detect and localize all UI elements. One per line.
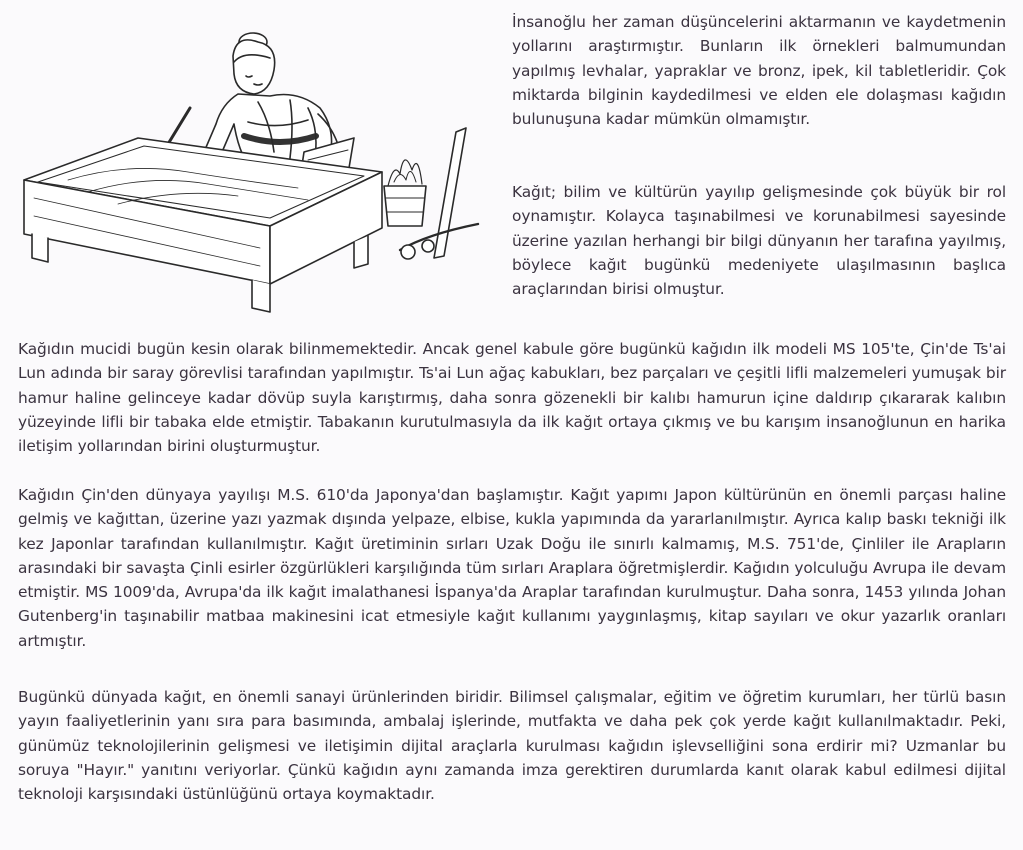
paper-today-paragraph: Bugünkü dünyada kağıt, en önemli sanayi ürünlerinden biridir. Bilimsel çalışmalar, eğitim ve öğretim kurumları, her türlü basın yayın faaliyetlerinin yanı sıra para basımında, ambalaj işlerinde, mutfakta ve daha pek çok yerde kağıt kullanılmaktadır. Peki, günümüz teknolojilerinin gelişmesi ve iletişimin dijital araçlarla kurulması kağıdın işlevselliğini sona erdirir mi? Uzmanlar bu soruya "Hayır." yanıtını veriyorlar. Çünkü kağıdın aynı zamanda imza gerektiren durumlarda kanıt olarak kabul edilmesi dijital teknoloji karşısındaki üstünlüğünü ortaya koymaktadır. [18, 688, 1006, 804]
papermaking-illustration [8, 12, 492, 320]
paper-spread-paragraph: Kağıdın Çin'den dünyaya yayılışı M.S. 610'da Japonya'dan başlamıştır. Kağıt yapımı Japon kültürünün en önemli parçası haline gelmiş ve kağıttan, üzerine yazı yazmak dışında yelpaze, elbise, kukla yapımında da yararlanılmıştır. Ayrıca kalıp baskı tekniği ilk kez Japonlar tarafından kullanılmıştır. Kağıt üretiminin sırları Uzak Doğu ile sınırlı kalmamış, M.S. 751'de, Çinliler ile Arapların arasındaki bir savaşta Çinli esirler özgürlükleri karşılığında tüm sırları Araplara öğretmişlerdir. Kağıdın yolculuğu Avrupa ile devam etmiştir. MS 1009'da, Avrupa'da ilk kağıt imalathanesi İspanya'da Araplar tarafından kurulmuştur. Daha sonra, 1453 yılında Johan Gutenberg'in taşınabilir matbaa makinesini icat etmesiyle kağıt kullanımı yaygınlaşmış, kitap sayıları ve okur yazarlık oranları artmıştır. [18, 486, 1006, 650]
paper-inventor-paragraph: Kağıdın mucidi bugün kesin olarak bilinmemektedir. Ancak genel kabule göre bugünkü kağıdın ilk modeli MS 105'te, Çin'de Ts'ai Lun adında bir saray görevlisi tarafından yapılmıştır. Ts'ai Lun ağaç kabukları, bez parçaları ve çeşitli lifli malzemeleri yumuşak bir hamur haline gelinceye kadar dövüp suyla karıştırmış, daha sonra gözenekli bir kalıbı hamurun içine daldırıp çıkararak kalıbın yüzeyinde lifli bir tabaka elde etmiştir. Tabakanın kurutulmasıyla da ilk kağıt ortaya çıkmış ve bu karışım insanoğlunun en harika iletişim yollarından birini oluşturmuştur. [18, 340, 1006, 456]
paper-importance-paragraph: Kağıt; bilim ve kültürün yayılıp gelişmesinde çok büyük bir rol oynamıştır. Kolayca taşınabilmesi ve korunabilmesi sayesinde üzerine yazılan herhangi bir bilgi dünyanın her tarafına yayılmış, böylece kağıt bugünkü medeniyete ulaşılmasının başlıca araçlarından birisi olmuştur. [512, 183, 1006, 299]
intro-paragraph: İnsanoğlu her zaman düşüncelerini aktarmanın ve kaydetmenin yollarını araştırmıştır. Bunların ilk örnekleri balmumundan yapılmış levhalar, yapraklar ve bronz, ipek, kil tabletleridir. Çok miktarda bilginin kaydedilmesi ve elden ele dolaşması kağıdın bulunuşuna kadar mümkün olmamıştır. [512, 13, 1006, 129]
